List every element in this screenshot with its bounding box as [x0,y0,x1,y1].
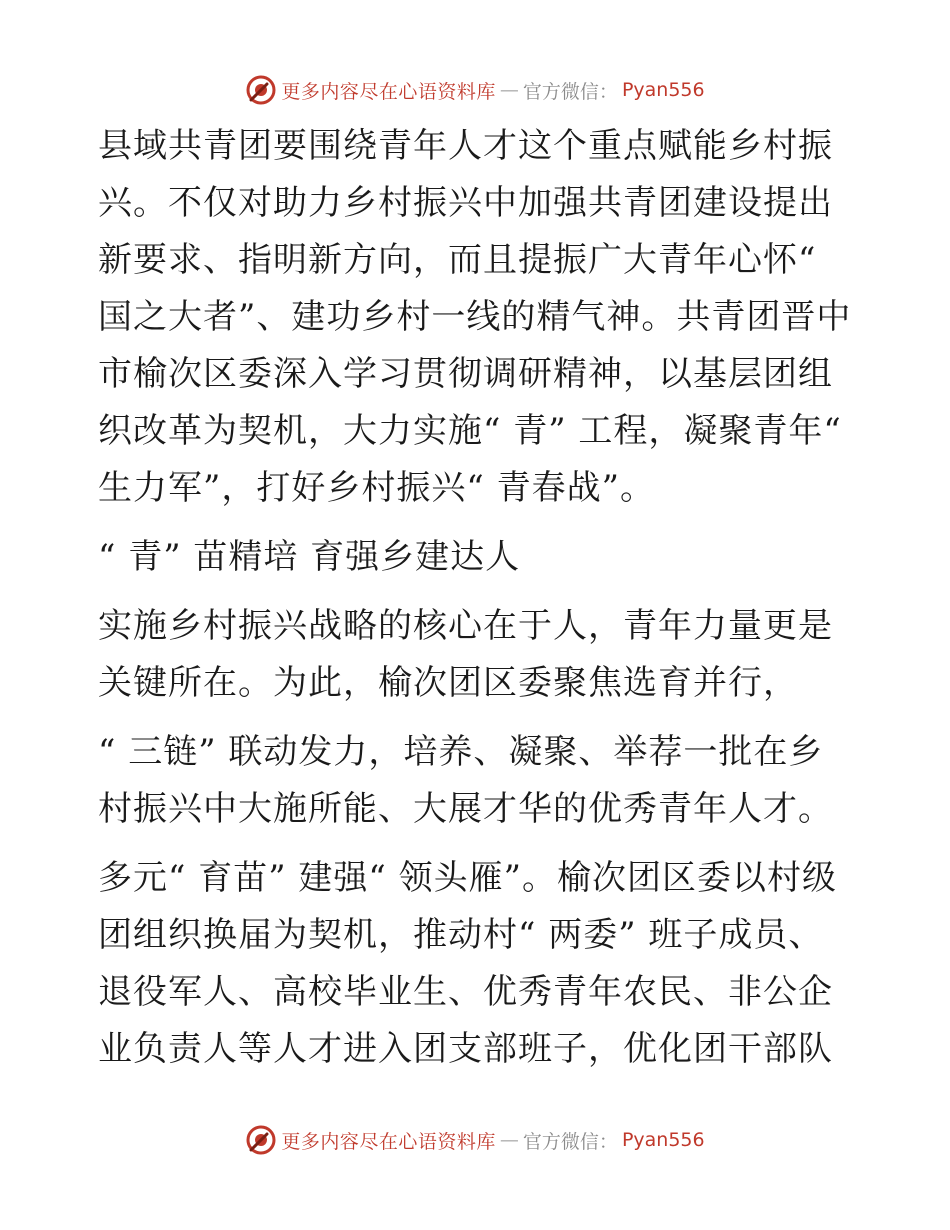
paragraph-2: 实施乡村振兴战略的核心在于人，青年力量更是关键所在。为此，榆次团区委聚焦选育并行， [98,606,833,703]
header-watermark-banner [0,72,950,108]
banner-dash: — [499,1129,519,1151]
footer-watermark-banner [0,1122,950,1158]
paragraph-3: “ 三链” 联动发力，培养、凝聚、举荐一批在乡村振兴中大施所能、大展才华的优秀青年人才。 [98,732,833,829]
document-body [98,118,858,1078]
wechat-id: Pyan556 [621,1129,705,1151]
wechat-label: 官方微信： [522,1130,618,1153]
paragraph-4: 多元“ 育苗” 建强“ 领头雁”。榆次团区委以村级团组织换届为契机，推动村“ 两委” 班子成员、退役军人、高校毕业生、优秀青年农民、非公企业负责人等人才进入团支部班子，优化团干部队 [98,858,837,1069]
section-heading: “ 青” 苗精培 育强乡建达人 [98,537,521,577]
logo-icon [245,74,277,106]
banner-dash: — [499,79,519,101]
wechat-label: 官方微信： [522,80,618,103]
banner-text: 更多内容尽在心语资料库 [281,1130,496,1153]
wechat-id: Pyan556 [621,79,705,101]
paragraph-1: 县域共青团要围绕青年人才这个重点赋能乡村振兴。不仅对助力乡村振兴中加强共青团建设提出新要求、指明新方向，而且提振广大青年心怀“ 国之大者”、建功乡村一线的精气神。共青团晋中市榆次区委深入学习贯彻调研精神，以基层团组织改革为契机，大力实施“ 青” 工程，凝聚青年“ 生力军”，打好乡村振兴“ 青春战”。 [98,126,852,508]
banner-text: 更多内容尽在心语资料库 [281,80,496,103]
logo-icon [245,1124,277,1156]
